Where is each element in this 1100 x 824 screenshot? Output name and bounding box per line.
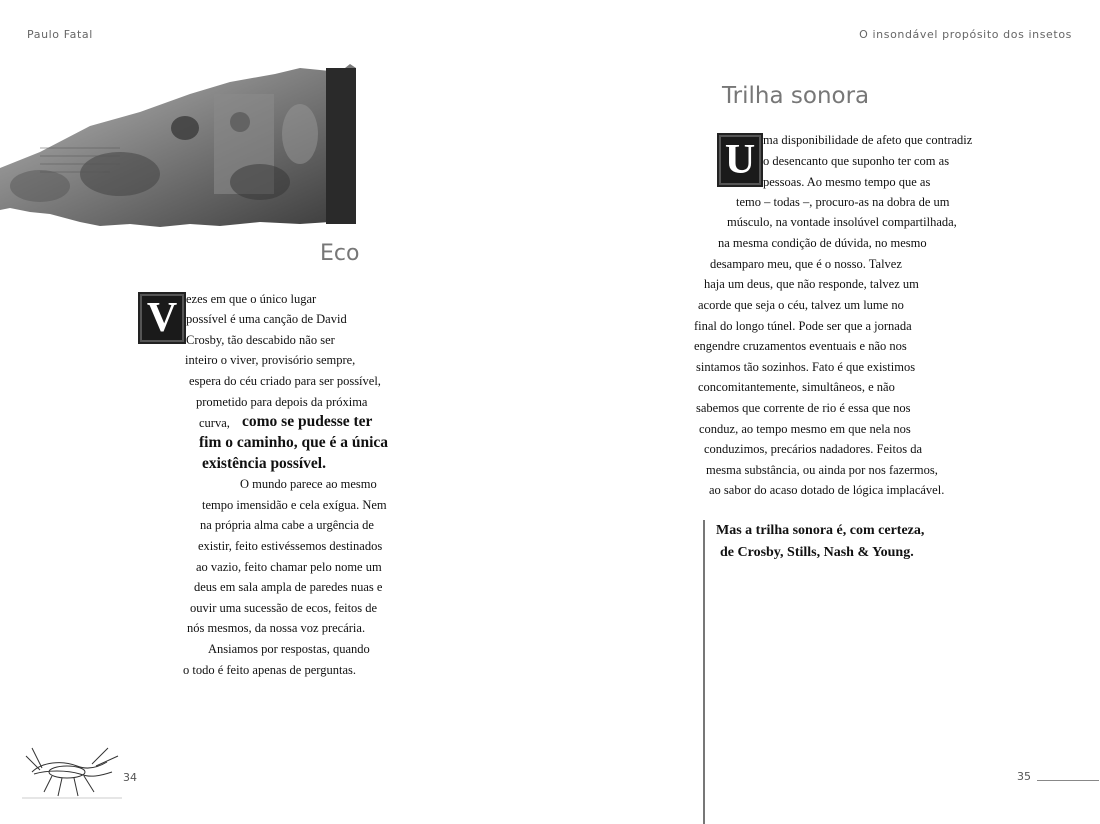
text-line: acorde que seja o céu, talvez um lume no [698, 298, 904, 312]
torn-paper-collage-image [0, 64, 356, 234]
right-page [550, 0, 1100, 824]
text-line: curva, [199, 416, 230, 430]
text-line: na mesma condição de dúvida, no mesmo [718, 236, 927, 250]
text-line: ao vazio, feito chamar pelo nome um [196, 560, 382, 574]
page-number: 34 [123, 771, 137, 784]
text-line: na própria alma cabe a urgência de [200, 518, 374, 532]
pull-quote-line: Mas a trilha sonora é, com certeza, [716, 523, 925, 538]
text-line: final do longo túnel. Pode ser que a jornada [694, 319, 912, 333]
text-line: o todo é feito apenas de perguntas. [183, 663, 356, 677]
text-line: deus em sala ampla de paredes nuas e [194, 580, 383, 594]
pull-quote-rule [703, 520, 705, 824]
text-line: ma disponibilidade de afeto que contradiz [763, 133, 973, 147]
text-line: haja um deus, que não responde, talvez um [704, 277, 919, 291]
text-line: inteiro o viver, provisório sempre, [185, 353, 356, 367]
text-line: temo – todas –, procuro-as na dobra de um [736, 195, 950, 209]
text-line: desamparo meu, que é o nosso. Talvez [710, 257, 902, 271]
pull-quote-line: de Crosby, Stills, Nash & Young. [720, 545, 914, 560]
text-line: O mundo parece ao mesmo [240, 477, 377, 491]
text-line: espera do céu criado para ser possível, [189, 374, 381, 388]
text-line: ezes em que o único lugar [186, 292, 317, 306]
text-line: engendre cruzamentos eventuais e não nos [694, 339, 907, 353]
drop-cap-letter: U [717, 133, 763, 187]
text-line: sintamos tão sozinhos. Fato é que existimos [696, 360, 916, 374]
emphasis-line: existência possível. [202, 455, 326, 472]
text-line: pessoas. Ao mesmo tempo que as [763, 175, 931, 189]
footer-rule [1037, 780, 1099, 781]
text-line: ouvir uma sucessão de ecos, feitos de [190, 601, 378, 615]
text-line: o desencanto que suponho ter com as [763, 154, 950, 168]
text-line: existir, feito estivéssemos destinados [198, 539, 383, 553]
text-line: nós mesmos, da nossa voz precária. [187, 621, 366, 635]
text-line: sabemos que corrente de rio é essa que nos [696, 401, 911, 415]
text-line: prometido para depois da próxima [196, 395, 368, 409]
running-head-author: Paulo Fatal [27, 28, 93, 41]
insect-illustration-icon [22, 742, 122, 800]
emphasis-line: fim o caminho, que é a única [199, 434, 389, 451]
page-number: 35 [1017, 770, 1031, 783]
text-line: concomitantemente, simultâneos, e não [698, 380, 895, 394]
running-head-book-title: O insondável propósito dos insetos [859, 28, 1072, 41]
emphasis-line: como se pudesse ter [242, 413, 373, 430]
chapter-title: Eco [320, 241, 360, 266]
chapter-title: Trilha sonora [722, 83, 870, 109]
text-line: músculo, na vontade insolúvel compartilhada, [727, 215, 957, 229]
text-line: Ansiamos por respostas, quando [208, 642, 370, 656]
text-line: conduz, ao tempo mesmo em que nela nos [699, 422, 911, 436]
text-line: Crosby, tão descabido não ser [186, 333, 335, 347]
text-line: tempo imensidão e cela exígua. Nem [202, 498, 387, 512]
text-line: ao sabor do acaso dotado de lógica implacável. [709, 483, 945, 497]
text-line: conduzimos, precários nadadores. Feitos da [704, 442, 922, 456]
drop-cap-letter: V [138, 292, 186, 344]
text-line: possível é uma canção de David [186, 312, 347, 326]
text-line: mesma substância, ou ainda por nos fazermos, [706, 463, 938, 477]
